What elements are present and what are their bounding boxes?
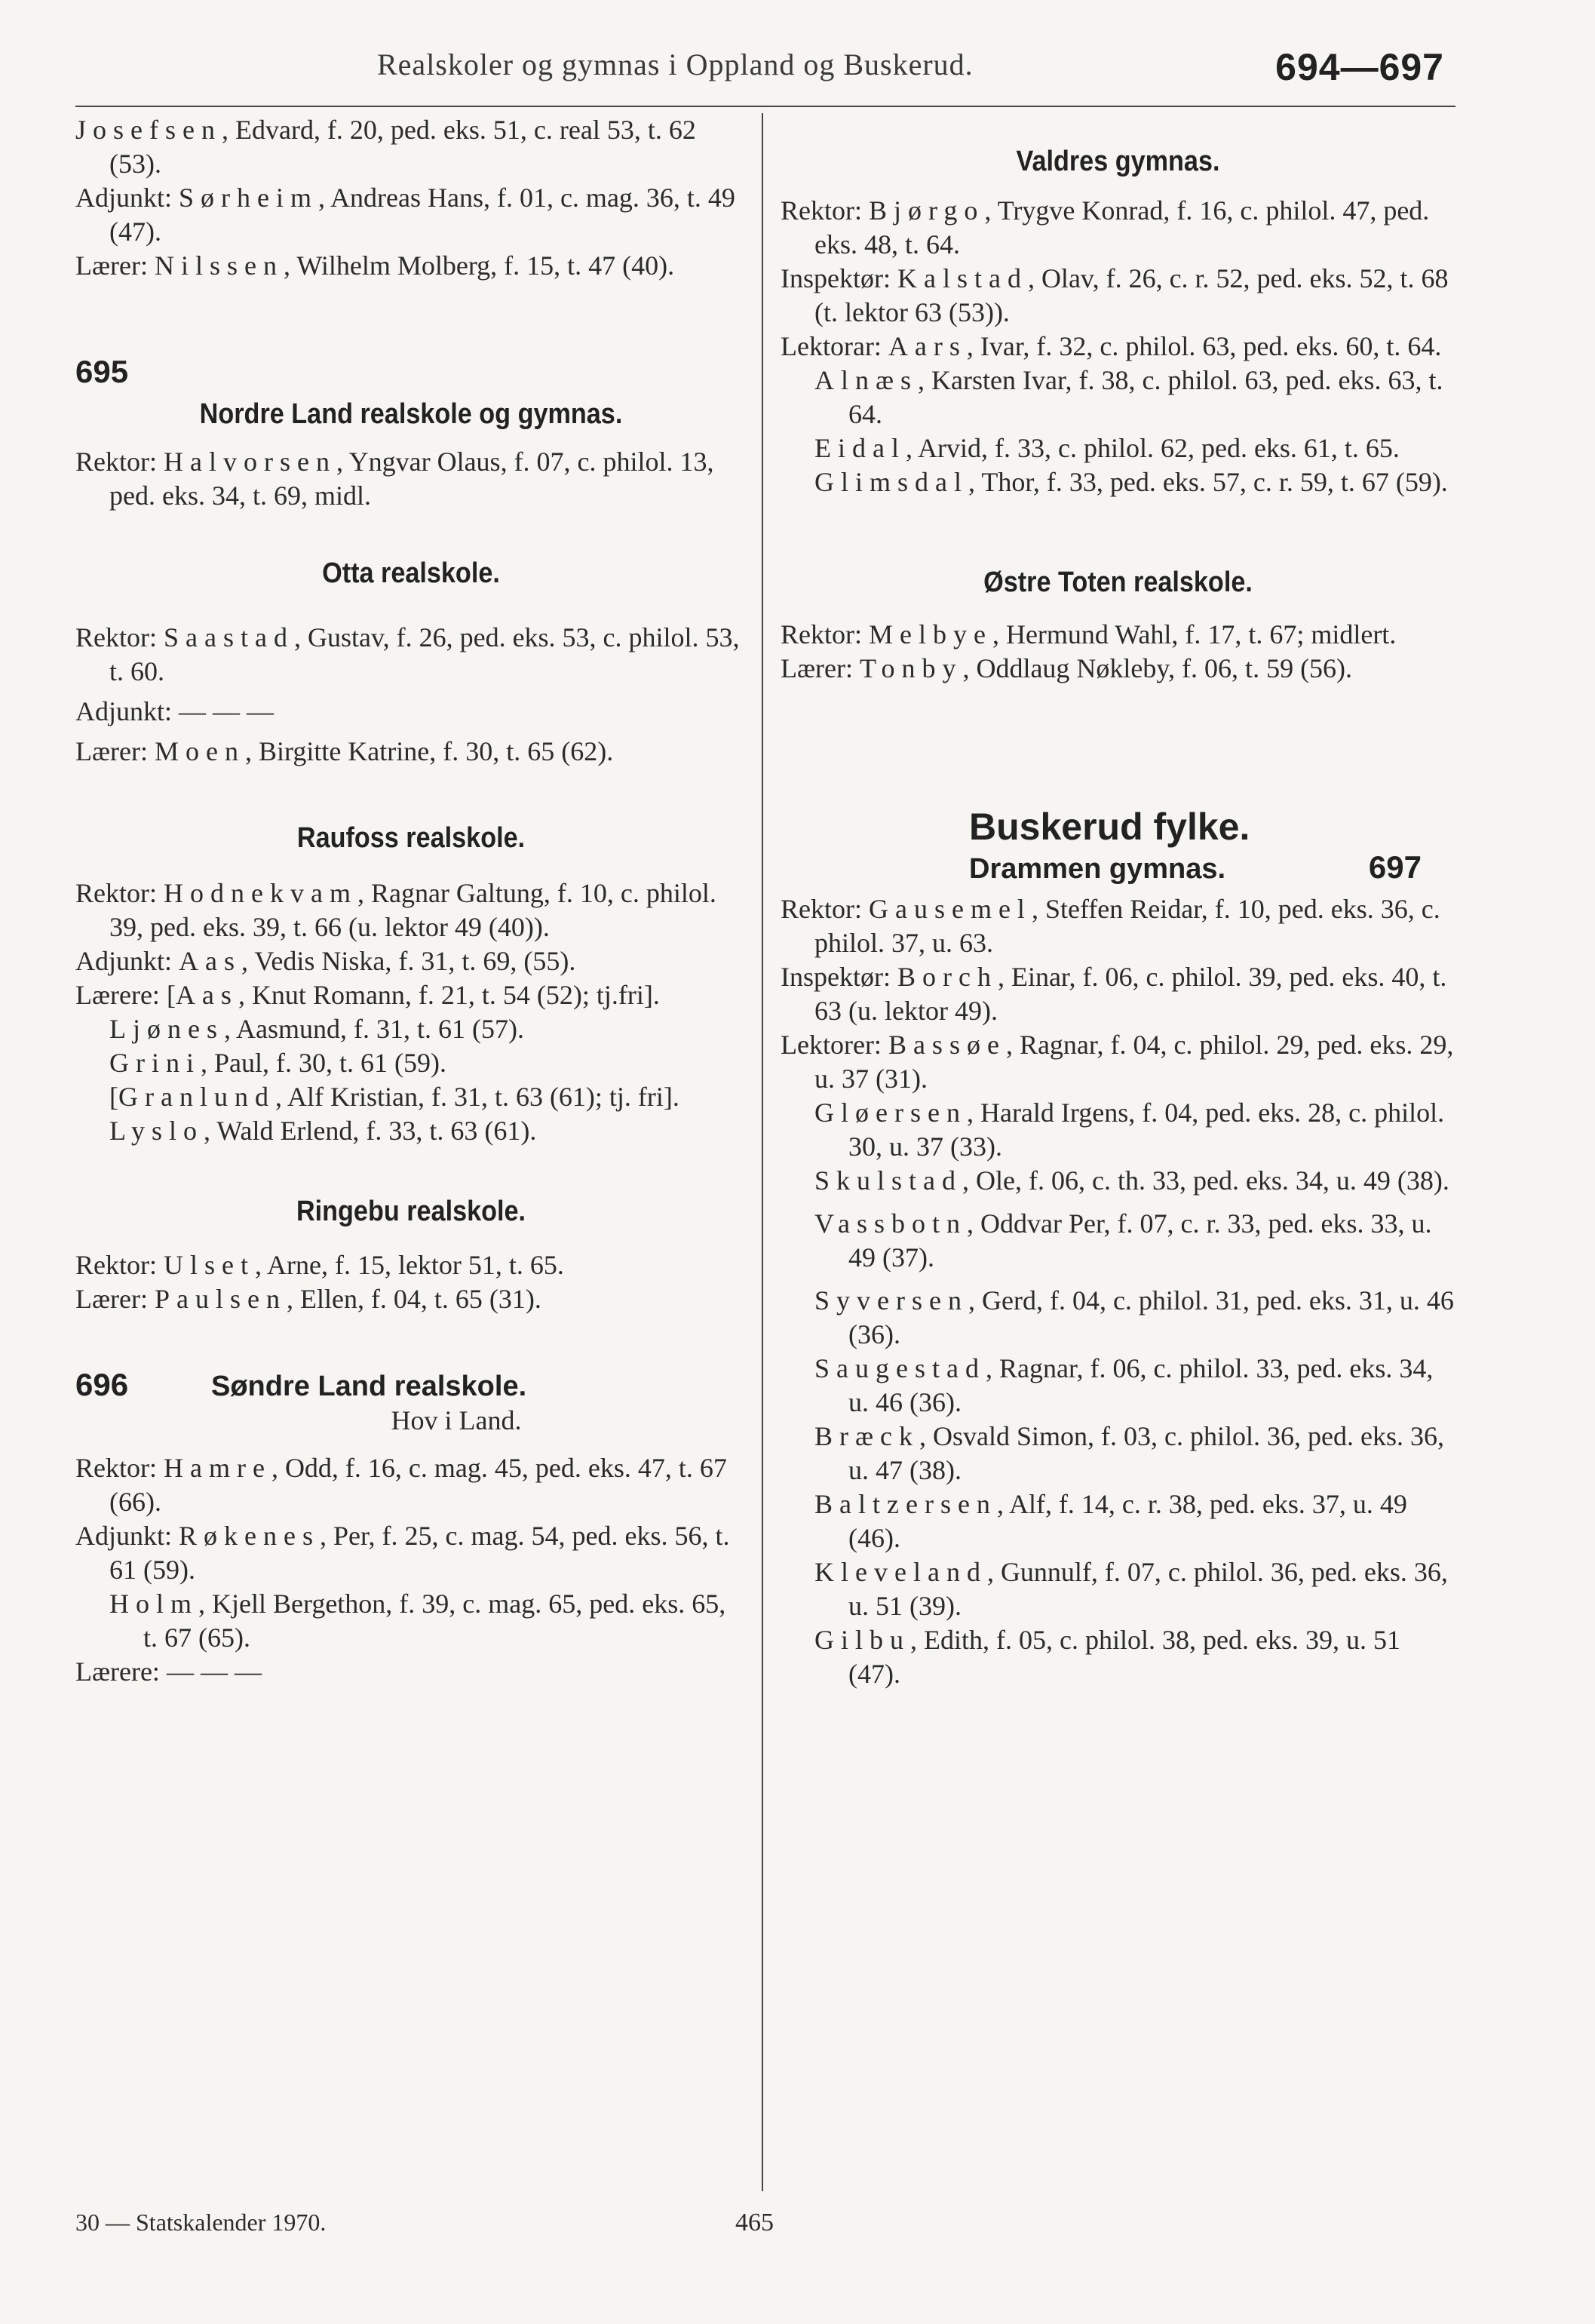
person-name: Ljønes <box>109 1014 224 1044</box>
section-title-raufoss: Raufoss realskole. <box>296 822 526 854</box>
role-label: Adjunkt: <box>75 183 179 213</box>
entry-details: , Ellen, f. 04, t. 65 (31). <box>286 1284 541 1314</box>
footer-source: 30 — Statskalender 1970. <box>75 2209 327 2236</box>
entry-glimsdal <box>814 465 1455 499</box>
role-label: Inspektør: <box>781 263 897 293</box>
entry-details: , Einar, f. 06, c. philol. 39, ped. eks. 40, t. 63 (u. lektor 49). <box>814 962 1447 1026</box>
person-name: Borch <box>897 962 998 992</box>
entry-bjorgo <box>781 194 1455 262</box>
role-label: Lærer: <box>781 653 860 683</box>
person-name: Hamre <box>163 1453 271 1483</box>
entry-syversen <box>814 1284 1455 1352</box>
entry-hamre <box>75 1451 747 1519</box>
person-name: Bræck <box>814 1421 919 1451</box>
entry-details: , Wilhelm Molberg, f. 15, t. 47 (40). <box>283 250 675 281</box>
entry-details: , Kjell Bergethon, f. 39, c. mag. 65, ped. eks. 65, t. 67 (65). <box>143 1589 726 1653</box>
person-name: Skulstad <box>814 1165 963 1196</box>
entry-aas-knut <box>75 978 747 1012</box>
section-subtitle-hov: Hov i Land. <box>391 1405 522 1435</box>
role-label: Rektor: <box>781 894 869 924</box>
person-name: Kalstad <box>897 263 1028 293</box>
entry-moen <box>75 735 747 769</box>
person-name: Nilssen <box>154 250 284 281</box>
person-name: Kleveland <box>814 1557 987 1587</box>
role-label: Lærer: <box>75 250 155 281</box>
right-column <box>781 113 1455 1691</box>
person-name: Lyslo <box>109 1116 204 1146</box>
entry-halvorsen <box>75 445 747 513</box>
entry-borch <box>781 960 1455 1028</box>
person-name: Bassøe <box>888 1030 1006 1060</box>
section-number-697: 697 <box>1368 849 1422 885</box>
entry-details: , Harald Irgens, f. 04, ped. eks. 28, c. philol. 30, u. 37 (33). <box>848 1098 1445 1162</box>
person-name: Syversen <box>814 1285 968 1316</box>
entry-details: , Per, f. 25, c. mag. 54, ped. eks. 56, t. 61 (59). <box>109 1521 730 1585</box>
entry-alnaes <box>814 364 1455 431</box>
entry-granlund <box>109 1080 747 1114</box>
entry-details: , Birgitte Katrine, f. 30, t. 65 (62). <box>244 736 614 766</box>
entry-nilssen <box>75 249 747 283</box>
person-name: Alnæs <box>814 365 919 395</box>
entry-details: , Oddvar Per, f. 07, c. r. 33, ped. eks. 33, u. 49 (37). <box>848 1208 1432 1273</box>
role-label: Rektor: <box>75 447 164 477</box>
section-title-ostre-toten: Østre Toten realskole. <box>983 566 1253 598</box>
person-name: Bjørgo <box>868 195 985 226</box>
person-name: Røkenes <box>179 1521 320 1551</box>
footer-page-number: 465 <box>735 2209 774 2237</box>
entry-details: , Ivar, f. 32, c. philol. 63, ped. eks. 60, t. 64. <box>966 331 1442 361</box>
role-label: Rektor: <box>75 622 164 652</box>
entry-kleveland <box>814 1555 1455 1623</box>
section-title-sondre-land: Søndre Land realskole. <box>211 1371 527 1402</box>
entry-details: , Olav, f. 26, c. r. 52, ped. eks. 52, t. 68 (t. lektor 63 (53)). <box>814 263 1449 327</box>
person-name: Gausemel <box>868 894 1032 924</box>
section-title-valdres: Valdres gymnas. <box>1016 146 1220 177</box>
entry-baltzersen <box>814 1487 1455 1555</box>
entry-gloersen <box>814 1096 1455 1164</box>
entry-grini <box>109 1046 747 1080</box>
entry-saastad <box>75 621 747 689</box>
entry-details: , Andreas Hans, f. 01, c. mag. 36, t. 49 (47). <box>109 183 735 247</box>
entry-details: , Ole, f. 06, c. th. 33, ped. eks. 34, u. 49 (38). <box>962 1165 1449 1196</box>
section-title-otta: Otta realskole. <box>322 557 500 589</box>
entry-rokenes <box>75 1519 747 1587</box>
entry-details: , Karsten Ivar, f. 38, c. philol. 63, ped. eks. 63, t. 64. <box>848 365 1443 429</box>
entry-details: , Trygve Konrad, f. 16, c. philol. 47, ped. eks. 48, t. 64. <box>814 195 1430 259</box>
person-name: Glimsdal <box>814 467 968 497</box>
bracket: [ <box>109 1082 118 1112</box>
entry-details: , Oddlaug Nøkleby, f. 06, t. 59 (56). <box>962 653 1353 683</box>
entry-details: , Hermund Wahl, f. 17, t. 67; midlert. <box>992 619 1397 649</box>
role-label: Rektor: <box>781 619 869 649</box>
person-name: Melbye <box>868 619 992 649</box>
section-title-buskerud-fylke: Buskerud fylke. <box>969 806 1250 848</box>
section-697-heading <box>781 850 1455 886</box>
entry-details: , Ragnar, f. 04, c. philol. 29, ped. eks. 29, u. 37 (31). <box>814 1030 1454 1094</box>
role-label: Inspektør: <box>781 962 897 992</box>
person-name: Hodnekvam <box>163 878 357 908</box>
entry-details: , Arvid, f. 33, c. philol. 62, ped. eks. 61, t. 65. <box>905 433 1400 463</box>
person-name: Ulset <box>163 1250 255 1280</box>
entry-gausemel <box>781 892 1455 960</box>
entry-ljones <box>109 1012 747 1046</box>
person-name: Tonby <box>859 653 963 683</box>
entry-details: , Gunnulf, f. 07, c. philol. 36, ped. eks. 36, u. 51 (39). <box>848 1557 1448 1621</box>
role-label: Rektor: <box>75 878 164 908</box>
person-name: Holm <box>109 1589 199 1619</box>
role-label: Lærer: <box>75 1284 155 1314</box>
entry-kalstad <box>781 262 1455 330</box>
entry-details: , Ragnar Galtung, f. 10, c. philol. 39, ped. eks. 39, t. 66 (u. lektor 49 (40)). <box>109 878 716 942</box>
entry-details: , Edith, f. 05, c. philol. 38, ped. eks. 39, u. 51 (47). <box>848 1625 1400 1689</box>
running-header-page-range: 694—697 <box>1275 46 1444 88</box>
entry-details: , Aasmund, f. 31, t. 61 (57). <box>223 1014 524 1044</box>
person-name: Sørheim <box>179 183 319 213</box>
role-label: Adjunkt: <box>75 946 179 976</box>
section-title-drammen: Drammen gymnas. <box>969 853 1226 885</box>
entry-braeck <box>814 1420 1455 1487</box>
entry-saugestad <box>814 1352 1455 1420</box>
role-label: Rektor: <box>75 1453 164 1483</box>
entry-josefsen <box>75 113 747 181</box>
entry-aas-vedis <box>75 944 747 978</box>
entry-details: , Vedis Niska, f. 31, t. 69, (55). <box>241 946 576 976</box>
entry-melbye <box>781 618 1455 652</box>
person-name: Gløersen <box>814 1098 967 1128</box>
person-name: Gilbu <box>814 1625 911 1655</box>
entry-details: , Alf, f. 14, c. r. 38, ped. eks. 37, u. 49 (46). <box>848 1489 1407 1553</box>
person-name: Aas <box>179 946 242 976</box>
entry-vassbotn <box>814 1207 1455 1275</box>
section-number-696: 696 <box>75 1367 129 1402</box>
person-name: Vassbotn <box>814 1208 968 1239</box>
entry-details: , Edvard, f. 20, ped. eks. 51, c. real 53, t. 62 (53). <box>109 115 696 179</box>
role-label: Adjunkt: <box>75 1521 179 1551</box>
role-label: Lærere: [ <box>75 980 176 1010</box>
person-name: Aars <box>888 331 967 361</box>
entry-details: , Arne, f. 15, lektor 51, t. 65. <box>254 1250 564 1280</box>
person-name: Moen <box>154 736 245 766</box>
entry-details: , Ragnar, f. 06, c. philol. 33, ped. eks. 34, u. 46 (36). <box>848 1353 1434 1417</box>
column-divider <box>762 113 763 2191</box>
entry-sorheim <box>75 181 747 249</box>
person-name: Josefsen <box>75 115 222 145</box>
entry-lyslo <box>109 1114 747 1148</box>
entry-bassoe <box>781 1028 1455 1096</box>
person-name: Saastad <box>163 622 294 652</box>
entry-details: , Knut Romann, f. 21, t. 54 (52); tj.fri]. <box>238 980 660 1010</box>
entry-paulsen <box>75 1282 747 1316</box>
person-name: Saugestad <box>814 1353 986 1383</box>
person-name: Eidal <box>814 433 906 463</box>
person-name: Paulsen <box>154 1284 287 1314</box>
role-label: Rektor: <box>75 1250 164 1280</box>
entry-details: , Thor, f. 33, ped. eks. 57, c. r. 59, t. 67 (59). <box>968 467 1448 497</box>
entry-details: , Gerd, f. 04, c. philol. 31, ped. eks. 31, u. 46 (36). <box>848 1285 1454 1349</box>
person-name: Granlund <box>118 1082 275 1112</box>
left-column <box>75 113 747 1689</box>
entry-details: , Paul, f. 30, t. 61 (59). <box>201 1048 446 1078</box>
person-name: Baltzersen <box>814 1489 997 1519</box>
header-rule <box>75 106 1455 107</box>
section-696-heading <box>75 1368 747 1404</box>
section-number-695: 695 <box>75 354 129 389</box>
running-header-title: Realskoler og gymnas i Oppland og Buskerud. <box>377 48 974 81</box>
entry-details: , Yngvar Olaus, f. 07, c. philol. 13, ped. eks. 34, t. 69, midl. <box>109 447 714 511</box>
entry-details: , Gustav, f. 26, ped. eks. 53, c. philol. 53, t. 60. <box>109 622 740 686</box>
entry-tonby <box>781 652 1455 686</box>
entry-details: , Steffen Reidar, f. 10, ped. eks. 36, c. philol. 37, u. 63. <box>814 894 1440 958</box>
entry-details: , Odd, f. 16, c. mag. 45, ped. eks. 47, t. 67 (66). <box>109 1453 727 1517</box>
person-name: Grini <box>109 1048 201 1078</box>
role-label: Lektorer: <box>781 1030 888 1060</box>
section-title-nordre-land: Nordre Land realskole og gymnas. <box>199 398 623 430</box>
entry-sondre-laerere: Lærere: — — — <box>75 1656 262 1687</box>
entry-skulstad <box>814 1164 1455 1198</box>
role-label: Rektor: <box>781 195 869 226</box>
entry-details: , Osvald Simon, f. 03, c. philol. 36, ped. eks. 36, u. 47 (38). <box>848 1421 1444 1485</box>
person-name: Halvorsen <box>163 447 336 477</box>
role-label: Lektorar: <box>781 331 888 361</box>
entry-otta-adjunkt: Adjunkt: — — — <box>75 696 275 726</box>
role-label: Lærer: <box>75 736 155 766</box>
entry-details: , Wald Erlend, f. 33, t. 63 (61). <box>204 1116 537 1146</box>
entry-gilbu <box>814 1623 1455 1691</box>
entry-details: , Alf Kristian, f. 31, t. 63 (61); tj. fri]. <box>275 1082 679 1112</box>
entry-aars <box>781 330 1455 364</box>
section-title-ringebu: Ringebu realskole. <box>296 1196 526 1227</box>
person-name: Aas <box>175 980 238 1010</box>
entry-holm <box>109 1587 747 1655</box>
entry-ulset <box>75 1248 747 1282</box>
entry-eidal <box>814 431 1455 465</box>
entry-hodnekvam <box>75 876 747 944</box>
